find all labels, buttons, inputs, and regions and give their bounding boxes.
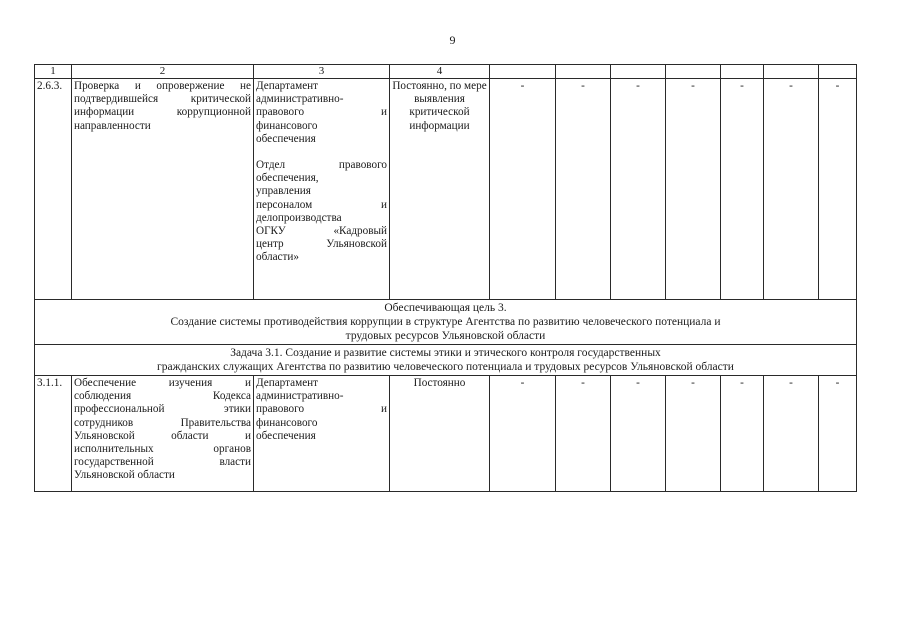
responsible-line: финансового xyxy=(256,119,318,132)
responsible-line: обеспечения, xyxy=(256,172,319,185)
value-cell: - xyxy=(611,79,666,300)
responsible-line: центр Ульяновской xyxy=(256,238,387,251)
responsible-line: управления xyxy=(256,185,311,198)
responsible-line: ОГКУ «Кадровый xyxy=(256,225,387,238)
activity-line: Ульяновской области xyxy=(74,469,175,482)
goal-title: Обеспечивающая цель 3. xyxy=(384,302,507,314)
row-number: 2.6.3. xyxy=(35,79,72,300)
column-number xyxy=(666,65,721,79)
value-cell: - xyxy=(490,376,556,492)
table-row xyxy=(35,79,857,300)
column-number xyxy=(490,65,556,79)
responsible-line: обеспечения xyxy=(256,132,316,145)
responsible-cell xyxy=(254,376,390,492)
value-cell: - xyxy=(764,79,819,300)
responsible-line: области» xyxy=(256,251,299,264)
term-cell: Постоянно, по мере выявления критической информации xyxy=(390,79,490,300)
value-cell: - xyxy=(721,79,764,300)
column-number: 3 xyxy=(254,65,390,79)
row-number: 3.1.1. xyxy=(35,376,72,492)
value-cell: - xyxy=(611,376,666,492)
table-row xyxy=(35,376,857,492)
column-number xyxy=(721,65,764,79)
column-number: 4 xyxy=(390,65,490,79)
responsible-line: правового и xyxy=(256,403,387,416)
task-cell xyxy=(35,345,857,376)
goal-row xyxy=(35,300,857,345)
activity-line: Обеспечение изучения и xyxy=(74,377,251,389)
responsible-line: финансового xyxy=(256,416,318,429)
column-number-row xyxy=(35,65,857,79)
responsible-line: Отдел правового xyxy=(256,159,387,172)
term-cell: Постоянно xyxy=(390,376,490,492)
value-cell: - xyxy=(666,79,721,300)
responsible-line: административно- xyxy=(256,390,344,403)
value-cell: - xyxy=(721,376,764,492)
responsible-line: персоналом и xyxy=(256,198,387,211)
value-cell: - xyxy=(556,79,611,300)
value-cell: - xyxy=(764,376,819,492)
column-number: 1 xyxy=(35,65,72,79)
responsible-line: обеспечения xyxy=(256,429,316,442)
goal-cell xyxy=(35,300,857,345)
value-cell: - xyxy=(819,376,857,492)
task-row xyxy=(35,345,857,376)
responsible-cell xyxy=(254,79,390,300)
activity-line: сотрудников Правительства xyxy=(74,416,251,429)
plan-table xyxy=(34,64,857,492)
goal-text: трудовых ресурсов Ульяновской области xyxy=(345,330,546,342)
responsible-line: Департамент xyxy=(256,377,319,389)
value-cell: - xyxy=(490,79,556,300)
activity-line: исполнительных органов xyxy=(74,443,251,456)
activity-line: государственной власти xyxy=(74,456,251,469)
value-cell: - xyxy=(556,376,611,492)
task-text: гражданских служащих Агентства по развитию человеческого потенциала и трудовых ресурсов Ульяновской области xyxy=(157,361,734,373)
column-number: 2 xyxy=(72,65,254,79)
activity-cell xyxy=(72,376,254,492)
responsible-line: делопроизводства xyxy=(256,211,342,224)
activity-cell: Проверка и опровержение не подтвердившейся критической информации коррупционной направленности xyxy=(72,79,254,300)
responsible-line: Департамент xyxy=(256,80,319,92)
column-number xyxy=(556,65,611,79)
value-cell: - xyxy=(666,376,721,492)
activity-line: соблюдения Кодекса xyxy=(74,390,251,403)
column-number xyxy=(764,65,819,79)
task-text: Задача 3.1. Создание и развитие системы этики и этического контроля государственных xyxy=(230,347,661,359)
value-cell: - xyxy=(819,79,857,300)
activity-line: профессиональной этики xyxy=(74,403,251,416)
page-number: 9 xyxy=(449,33,456,47)
responsible-line: административно- xyxy=(256,93,344,106)
column-number xyxy=(611,65,666,79)
responsible-line: правового и xyxy=(256,106,387,119)
activity-line: Ульяновской области и xyxy=(74,429,251,442)
column-number xyxy=(819,65,857,79)
goal-text: Создание системы противодействия коррупции в структуре Агентства по развитию человеческого потенциала и xyxy=(170,316,721,328)
